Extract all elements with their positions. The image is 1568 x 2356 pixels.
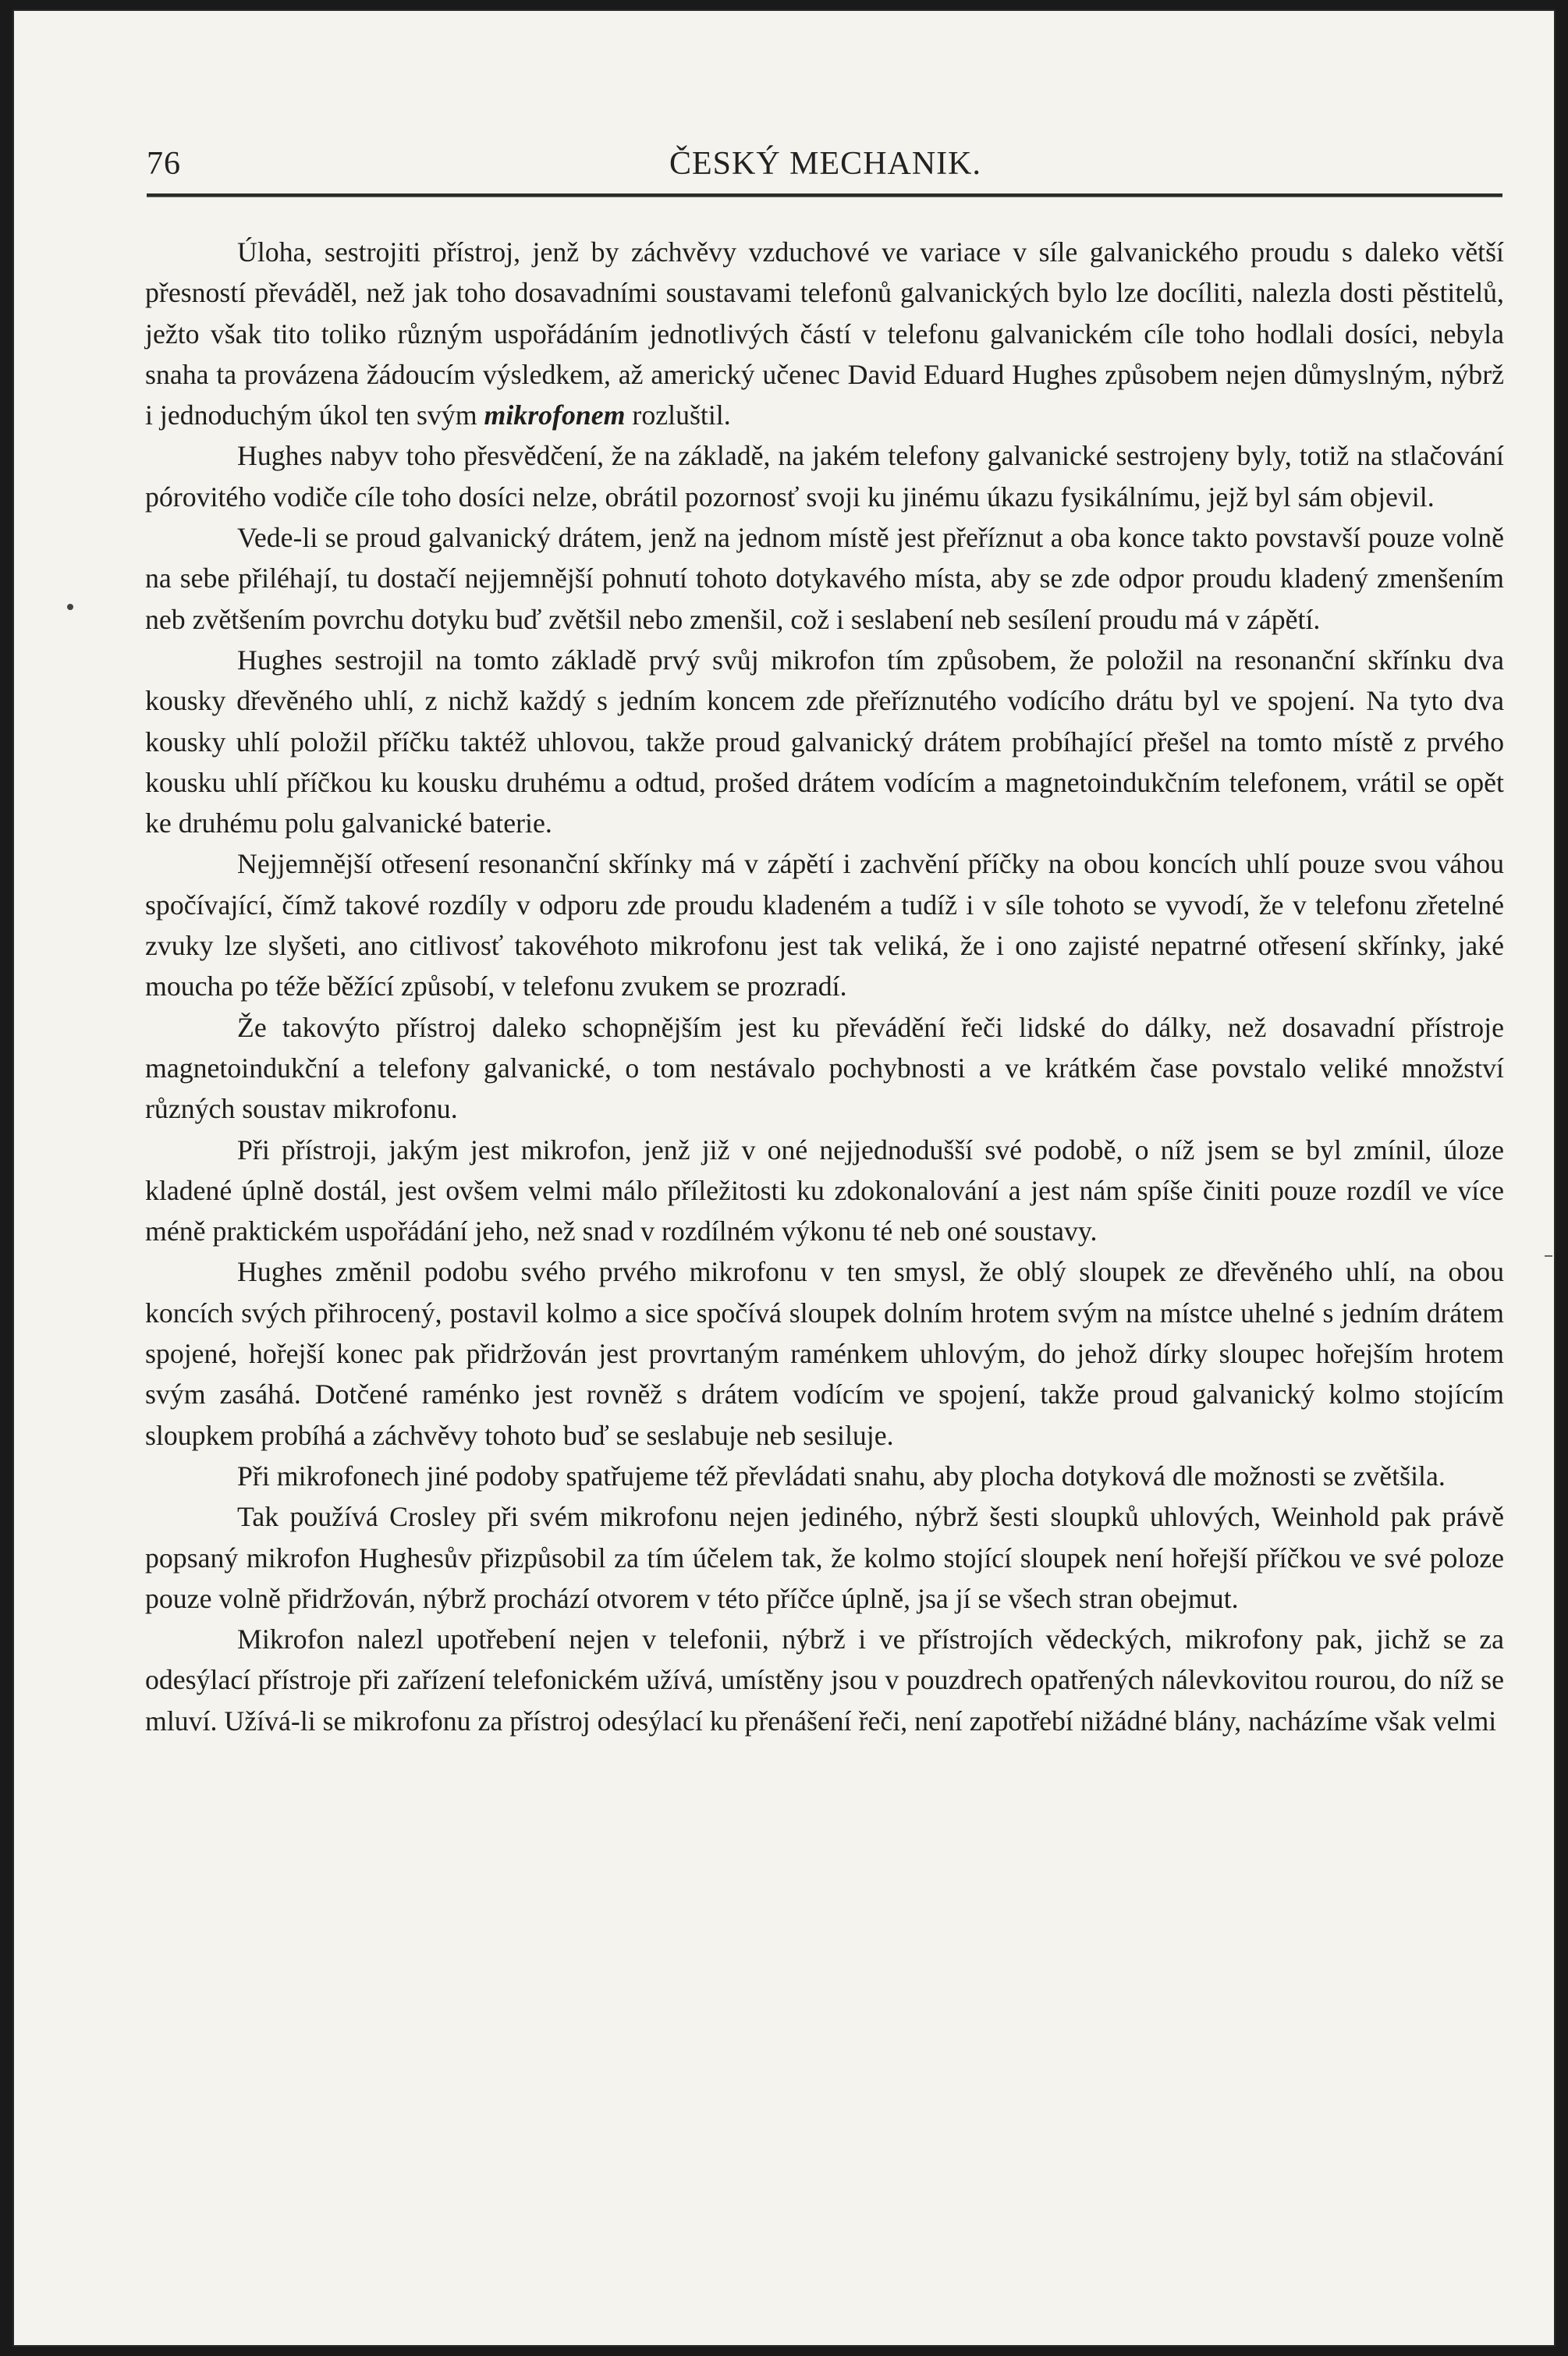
page-number: 76 [147, 146, 181, 182]
header-rule [147, 193, 1502, 197]
paragraph: Mikrofon nalezl upotřebení nejen v telefonii, nýbrž i ve přístrojích vědeckých, mikrofony pak, jichž se za odesýlací přístroje při zařízení telefonickém užívá, umístěny jsou v pouzdrech opatřených nálevkovitou rourou, do níž se mluví. Užívá-li se mikrofonu za přístroj odesýlací ku přenášení řeči, není zapotřebí nižádné blány, nacházíme však velmi [145, 1623, 1504, 1737]
emphasized-term: mikrofonem [484, 399, 626, 431]
paragraph: Při mikrofonech jiné podoby spatřujeme též převládati snahu, aby plocha dotyková dle možnosti se zvětšila. [237, 1460, 1446, 1492]
paragraph: Nejjemnější otřesení resonanční skřínky má v zápětí i zachvění příčky na obou koncích uhlí pouze svou váhou spočívající, čímž takové rozdíly v odporu zde proudu kladeném a tudíž i v síle tohoto se vyvodí, že v telefonu zřetelné zvuky lze slyšeti, ano citlivosť takovéhoto mikrofonu jest tak veliká, že i ono zajisté nepatrné otřesení skřínky, jaké moucha po téže běžící způsobí, v telefonu zvukem se prozradí. [145, 848, 1504, 1002]
paragraph-text: rozluštil. [625, 399, 731, 431]
page-header [147, 145, 1504, 190]
paragraph: Tak používá Crosley při svém mikrofonu nejen jediného, nýbrž šesti sloupků uhlových, Weinhold pak právě popsaný mikrofon Hughesův přizpůsobil za tím účelem tak, že kolmo stojící sloupek není hořejší příčkou ve své poloze pouze volně přidržován, nýbrž prochází otvorem v této příčce úplně, jsa jí se všech stran obejmut. [145, 1501, 1504, 1614]
paragraph: Hughes změnil podobu svého prvého mikrofonu v ten smysl, že oblý sloupek ze dřevěného uhlí, na obou koncích svých přihrocený, postavil kolmo a sice spočívá sloupek dolním hrotem svým na místce uhelné s jedním drátem spojené, hořejší konec pak přidržován jest provrtaným raménkem uhlovým, do jehož dírky sloupec hořejším hrotem svým zasáhá. Dotčené raménko jest rovněž s drátem vodícím ve spojení, takže proud galvanický kolmo stojícím sloupkem probíhá a záchvěvy tohoto buď se seslabuje neb sesiluje. [145, 1256, 1504, 1451]
running-title: ČESKÝ MECHANIK. [669, 146, 981, 182]
paragraph: Hughes sestrojil na tomto základě prvý svůj mikrofon tím způsobem, že položil na resonanční skřínku dva kousky dřevěného uhlí, z nichž každý s jedním koncem zde přeříznutého vodícího drátu byl ve spojení. Na tyto dva kousky uhlí položil příčku taktéž uhlovou, takže proud galvanický drátem probíhající přešel na tomto místě z prvého kousku uhlí příčkou ku kousku druhému a odtud, prošed drátem vodícím a magnetoindukčním telefonem, vrátil se opět ke druhému polu galvanické baterie. [145, 644, 1504, 839]
margin-dash [1545, 1255, 1552, 1257]
paragraph: Hughes nabyv toho přesvědčení, že na základě, na jakém telefony galvanické sestrojeny byly, totiž na stlačování pórovitého vodiče cíle toho dosíci nelze, obrátil pozornosť svoji ku jinému úkazu fysikálnímu, jejž byl sám objevil. [145, 440, 1504, 513]
paragraph: Že takovýto přístroj daleko schopnějším jest ku převádění řeči lidské do dálky, než dosavadní přístroje magnetoindukční a telefony galvanické, o tom nestávalo pochybnosti a ve krátkém čase povstalo veliké množství různých soustav mikrofonu. [145, 1011, 1504, 1125]
paragraph [145, 232, 1504, 435]
margin-dot [67, 604, 73, 610]
paragraph: Vede-li se proud galvanický drátem, jenž na jednom místě jest přeříznut a oba konce takto povstavší pouze volně na sebe přiléhají, tu dostačí nejjemnější pohnutí tohoto dotykavého místa, aby se zde odpor proudu kladený zmenšením neb zvětšením povrchu dotyku buď zvětšil nebo zmenšil, což i seslabení neb sesílení proudu má v zápětí. [145, 522, 1504, 635]
paragraph-text: Úloha, sestrojiti přístroj, jenž by záchvěvy vzduchové ve variace v síle galvanického proudu s daleko větší přesností převáděl, než jak toho dosavadními soustavami telefonů galvanických bylo lze docíliti, nalezla dosti pěstitelů, ježto však tito toliko různým uspořádáním jednotlivých částí v telefonu galvanickém cíle toho hodlali dosíci, nebyla snaha ta provázena žádoucím výsledkem, až americký učenec David Eduard Hughes způsobem nejen důmyslným, nýbrž i jednoduchým úkol ten svým [145, 236, 1504, 431]
paragraph: Při přístroji, jakým jest mikrofon, jenž již v oné nejjednodušší své podobě, o níž jsem se byl zmínil, úloze kladené úplně dostál, jest ovšem velmi málo příležitosti ku zdokonalování a jest nám spíše činiti pouze rozdíl ve více méně praktickém uspořádání jeho, než snad v rozdílném výkonu té neb oné soustavy. [145, 1134, 1504, 1247]
article-body [145, 232, 1504, 1741]
book-page [14, 11, 1554, 2345]
